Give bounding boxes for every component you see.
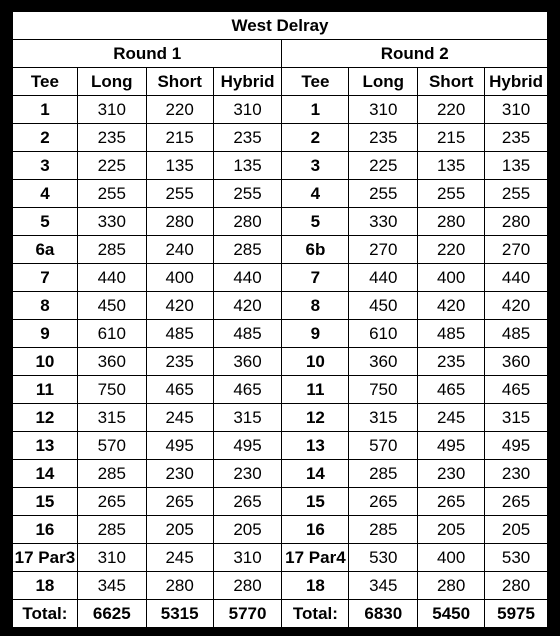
hybrid-cell: 360 (213, 348, 282, 376)
short-cell: 215 (418, 124, 485, 152)
total-short: 5450 (418, 600, 485, 628)
hybrid-cell: 205 (213, 516, 282, 544)
hybrid-cell: 530 (485, 544, 548, 572)
tee-cell: 6b (282, 236, 349, 264)
tee-cell: 16 (282, 516, 349, 544)
col-header-long: Long (77, 68, 146, 96)
tee-cell: 8 (282, 292, 349, 320)
title-row (13, 12, 548, 40)
tee-cell: 10 (282, 348, 349, 376)
short-cell: 265 (146, 488, 213, 516)
hybrid-cell: 465 (213, 376, 282, 404)
total-short: 5315 (146, 600, 213, 628)
long-cell: 450 (77, 292, 146, 320)
hybrid-cell: 235 (485, 124, 548, 152)
long-cell: 330 (349, 208, 418, 236)
long-cell: 315 (77, 404, 146, 432)
tee-cell: 5 (13, 208, 78, 236)
table-row (13, 264, 548, 292)
long-cell: 310 (349, 96, 418, 124)
tee-cell: 7 (282, 264, 349, 292)
long-cell: 225 (349, 152, 418, 180)
short-cell: 205 (146, 516, 213, 544)
short-cell: 465 (418, 376, 485, 404)
hybrid-cell: 310 (213, 96, 282, 124)
table-row (13, 292, 548, 320)
scorecard-table (12, 11, 548, 628)
round-1-label: Round 1 (13, 40, 282, 68)
long-cell: 265 (77, 488, 146, 516)
tee-cell: 10 (13, 348, 78, 376)
short-cell: 420 (146, 292, 213, 320)
long-cell: 225 (77, 152, 146, 180)
short-cell: 485 (146, 320, 213, 348)
total-hybrid: 5975 (485, 600, 548, 628)
col-header-tee: Tee (282, 68, 349, 96)
short-cell: 495 (418, 432, 485, 460)
short-cell: 235 (418, 348, 485, 376)
short-cell: 495 (146, 432, 213, 460)
long-cell: 345 (77, 572, 146, 600)
long-cell: 270 (349, 236, 418, 264)
short-cell: 240 (146, 236, 213, 264)
short-cell: 135 (146, 152, 213, 180)
tee-cell: 14 (13, 460, 78, 488)
short-cell: 255 (418, 180, 485, 208)
table-row (13, 236, 548, 264)
tee-cell: 8 (13, 292, 78, 320)
hybrid-cell: 310 (485, 96, 548, 124)
hybrid-cell: 315 (213, 404, 282, 432)
short-cell: 280 (146, 572, 213, 600)
col-header-short: Short (418, 68, 485, 96)
tee-cell: 17 Par3 (13, 544, 78, 572)
total-label: Total: (282, 600, 349, 628)
table-row (13, 320, 548, 348)
table-row (13, 96, 548, 124)
table-row (13, 180, 548, 208)
long-cell: 310 (77, 544, 146, 572)
tee-cell: 3 (13, 152, 78, 180)
long-cell: 450 (349, 292, 418, 320)
long-cell: 235 (77, 124, 146, 152)
long-cell: 285 (77, 460, 146, 488)
short-cell: 265 (418, 488, 485, 516)
tee-cell: 9 (282, 320, 349, 348)
table-row (13, 460, 548, 488)
tee-cell: 15 (282, 488, 349, 516)
hybrid-cell: 495 (213, 432, 282, 460)
hybrid-cell: 255 (485, 180, 548, 208)
long-cell: 360 (77, 348, 146, 376)
table-row (13, 348, 548, 376)
hybrid-cell: 280 (213, 208, 282, 236)
tee-cell: 2 (13, 124, 78, 152)
tee-cell: 18 (13, 572, 78, 600)
long-cell: 440 (77, 264, 146, 292)
tee-cell: 12 (13, 404, 78, 432)
column-header-row (13, 68, 548, 96)
round-header-row (13, 40, 548, 68)
tee-cell: 18 (282, 572, 349, 600)
long-cell: 530 (349, 544, 418, 572)
long-cell: 750 (77, 376, 146, 404)
tee-cell: 14 (282, 460, 349, 488)
tee-cell: 11 (282, 376, 349, 404)
short-cell: 485 (418, 320, 485, 348)
col-header-short: Short (146, 68, 213, 96)
long-cell: 440 (349, 264, 418, 292)
hybrid-cell: 485 (213, 320, 282, 348)
hybrid-cell: 270 (485, 236, 548, 264)
tee-cell: 12 (282, 404, 349, 432)
short-cell: 205 (418, 516, 485, 544)
long-cell: 285 (349, 460, 418, 488)
short-cell: 280 (418, 208, 485, 236)
hybrid-cell: 230 (485, 460, 548, 488)
short-cell: 220 (418, 236, 485, 264)
long-cell: 235 (349, 124, 418, 152)
long-cell: 255 (349, 180, 418, 208)
hybrid-cell: 420 (485, 292, 548, 320)
total-row (13, 600, 548, 628)
hybrid-cell: 360 (485, 348, 548, 376)
short-cell: 135 (418, 152, 485, 180)
short-cell: 245 (146, 404, 213, 432)
total-hybrid: 5770 (213, 600, 282, 628)
table-row (13, 208, 548, 236)
short-cell: 215 (146, 124, 213, 152)
short-cell: 420 (418, 292, 485, 320)
hybrid-cell: 485 (485, 320, 548, 348)
hybrid-cell: 265 (485, 488, 548, 516)
short-cell: 230 (146, 460, 213, 488)
tee-cell: 7 (13, 264, 78, 292)
short-cell: 245 (418, 404, 485, 432)
hybrid-cell: 315 (485, 404, 548, 432)
table-row (13, 152, 548, 180)
short-cell: 465 (146, 376, 213, 404)
long-cell: 345 (349, 572, 418, 600)
hybrid-cell: 280 (485, 572, 548, 600)
short-cell: 280 (146, 208, 213, 236)
tee-cell: 3 (282, 152, 349, 180)
hybrid-cell: 440 (213, 264, 282, 292)
short-cell: 400 (418, 264, 485, 292)
col-header-hybrid: Hybrid (213, 68, 282, 96)
table-row (13, 376, 548, 404)
table-row (13, 516, 548, 544)
hybrid-cell: 255 (213, 180, 282, 208)
tee-cell: 9 (13, 320, 78, 348)
table-row (13, 572, 548, 600)
table-row (13, 124, 548, 152)
tee-cell: 4 (282, 180, 349, 208)
short-cell: 245 (146, 544, 213, 572)
tee-cell: 1 (282, 96, 349, 124)
tee-cell: 11 (13, 376, 78, 404)
long-cell: 570 (77, 432, 146, 460)
hybrid-cell: 310 (213, 544, 282, 572)
hole-rows (13, 96, 548, 600)
total-long: 6830 (349, 600, 418, 628)
short-cell: 280 (418, 572, 485, 600)
hybrid-cell: 265 (213, 488, 282, 516)
long-cell: 285 (349, 516, 418, 544)
short-cell: 400 (418, 544, 485, 572)
table-row (13, 488, 548, 516)
long-cell: 610 (349, 320, 418, 348)
tee-cell: 17 Par4 (282, 544, 349, 572)
table-row (13, 404, 548, 432)
tee-cell: 16 (13, 516, 78, 544)
col-header-hybrid: Hybrid (485, 68, 548, 96)
hybrid-cell: 135 (485, 152, 548, 180)
hybrid-cell: 205 (485, 516, 548, 544)
long-cell: 570 (349, 432, 418, 460)
tee-cell: 5 (282, 208, 349, 236)
short-cell: 255 (146, 180, 213, 208)
total-long: 6625 (77, 600, 146, 628)
short-cell: 220 (146, 96, 213, 124)
tee-cell: 13 (13, 432, 78, 460)
short-cell: 400 (146, 264, 213, 292)
long-cell: 330 (77, 208, 146, 236)
hybrid-cell: 280 (485, 208, 548, 236)
long-cell: 310 (77, 96, 146, 124)
tee-cell: 15 (13, 488, 78, 516)
table-row (13, 544, 548, 572)
hybrid-cell: 465 (485, 376, 548, 404)
long-cell: 750 (349, 376, 418, 404)
tee-cell: 1 (13, 96, 78, 124)
long-cell: 315 (349, 404, 418, 432)
long-cell: 265 (349, 488, 418, 516)
table-row (13, 432, 548, 460)
hybrid-cell: 440 (485, 264, 548, 292)
hybrid-cell: 235 (213, 124, 282, 152)
hybrid-cell: 230 (213, 460, 282, 488)
long-cell: 360 (349, 348, 418, 376)
long-cell: 610 (77, 320, 146, 348)
long-cell: 285 (77, 236, 146, 264)
short-cell: 235 (146, 348, 213, 376)
hybrid-cell: 285 (213, 236, 282, 264)
tee-cell: 6a (13, 236, 78, 264)
hybrid-cell: 420 (213, 292, 282, 320)
hybrid-cell: 280 (213, 572, 282, 600)
course-title: West Delray (13, 12, 548, 40)
short-cell: 230 (418, 460, 485, 488)
round-2-label: Round 2 (282, 40, 548, 68)
short-cell: 220 (418, 96, 485, 124)
col-header-tee: Tee (13, 68, 78, 96)
col-header-long: Long (349, 68, 418, 96)
long-cell: 285 (77, 516, 146, 544)
tee-cell: 4 (13, 180, 78, 208)
long-cell: 255 (77, 180, 146, 208)
hybrid-cell: 495 (485, 432, 548, 460)
total-label: Total: (13, 600, 78, 628)
tee-cell: 13 (282, 432, 349, 460)
tee-cell: 2 (282, 124, 349, 152)
hybrid-cell: 135 (213, 152, 282, 180)
